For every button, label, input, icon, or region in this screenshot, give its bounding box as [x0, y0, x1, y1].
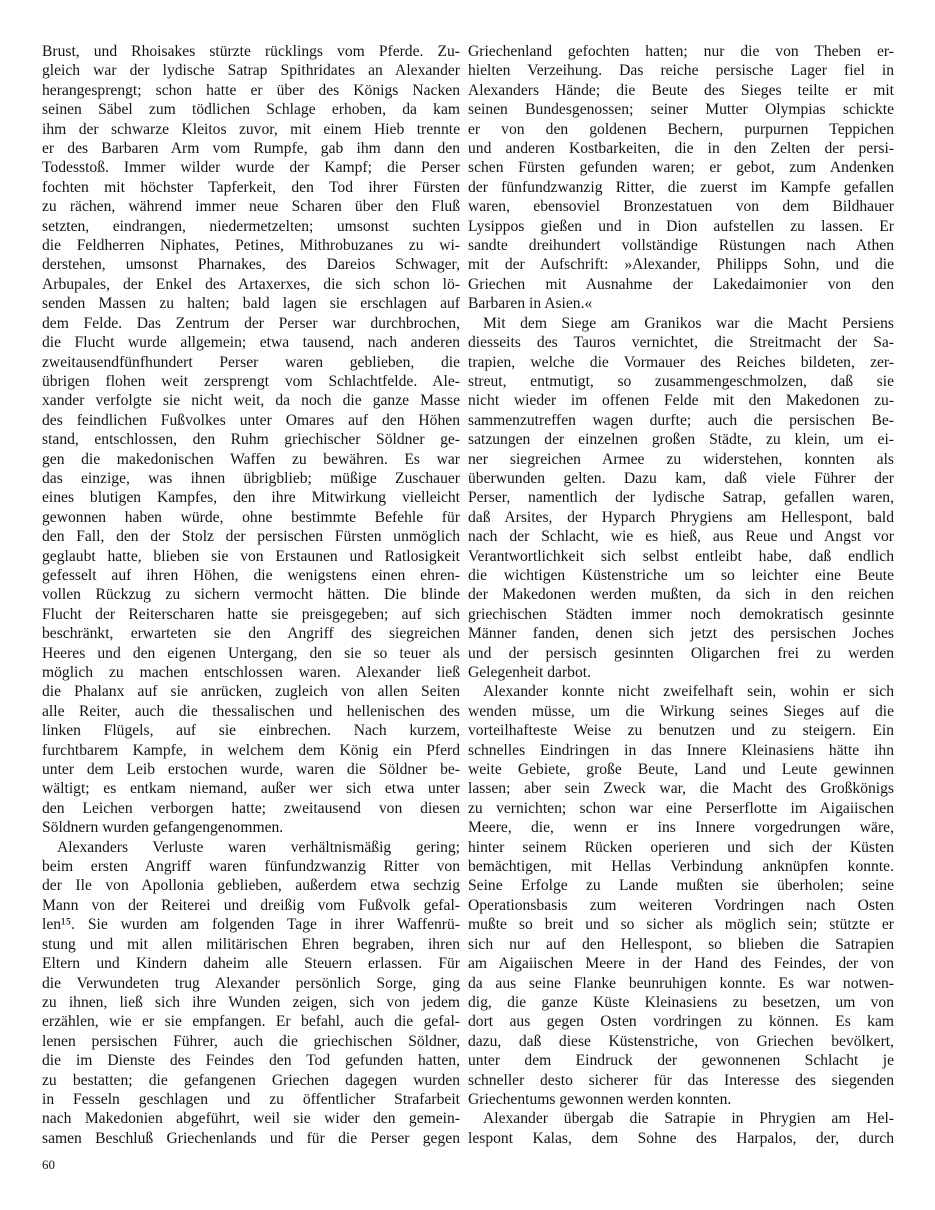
text-line: Griechen mit Ausnahme der Lakedaimonier von den	[468, 275, 894, 293]
text-line: nach der Schlacht, wie es hieß, aus Reue und Angst vor	[468, 528, 894, 546]
text-line: mit der Aufschrift: »Alexander, Philipps Sohn, und die	[468, 256, 894, 274]
text-line: Griechenland gefochten hatten; nur die von Theben er-	[468, 43, 894, 60]
left-column	[42, 42, 460, 1148]
text-line: waren, ebensoviel Bronzestatuen von dem Bildhauer	[468, 198, 894, 216]
text-line: geglaubt hatte, blieben sie von Erstaunen und Ratlosigkeit	[42, 547, 460, 565]
text-line: bemächtigen, mit Hellas Verbindung anknüpfen konnte.	[468, 858, 894, 876]
text-line: der Makedonen werden mußten, da sich in den reichen	[468, 586, 894, 604]
text-line: len¹⁵. Sie wurden am folgenden Tage in ihrer Waffenrü-	[42, 916, 460, 934]
text-line: fochten mit höchster Tapferkeit, den Tod ihrer Fürsten	[42, 178, 460, 196]
text-line: da aus seine Flanke beunruhigen konnte. Es war notwen-	[468, 974, 894, 992]
text-line: Griechentums gewonnen werden konnten.	[468, 1090, 732, 1108]
text-line: beim ersten Angriff waren fünfundzwanzig Ritter von	[42, 858, 460, 876]
text-line: Alexander übergab die Satrapie in Phrygien am Hel-	[483, 1110, 894, 1128]
text-line: wältigt; es entkam niemand, außer wer sich etwa unter	[42, 780, 460, 798]
text-line: herangesprengt; schon hatte er über des Königs Nacken	[42, 81, 460, 99]
text-line: schnelles Eindringen in das Innere Kleinasiens hätte ihn	[468, 741, 894, 759]
text-line: Mit dem Siege am Granikos war die Macht Persiens	[483, 314, 894, 332]
text-line: Lysippos gießen und in Dion aufstellen zu lassen. Er	[468, 217, 894, 235]
page-number: 60	[42, 1157, 55, 1173]
text-line: das einzige, was ihnen übrigblieb; müßige Zuschauer	[42, 469, 460, 487]
text-line: unter dem Eindruck der gewonnenen Schlacht je	[468, 1052, 894, 1070]
text-line: und anderen Kostbarkeiten, die in den Zelten der persi-	[468, 140, 894, 158]
text-line: lenen persischen Führer, auch die griechischen Söldner,	[42, 1032, 460, 1050]
text-line: trapien, welche die Vormauer des Reiches bildeten, zer-	[468, 353, 894, 371]
text-line: unter dem Leib erstochen wurde, waren die Söldner be-	[42, 761, 460, 779]
text-line: dort aus gegen Osten vordringen zu können. Es kam	[468, 1013, 894, 1031]
text-line: griechischen Städten immer noch demokratisch gesinnte	[468, 605, 894, 623]
text-line: weite Gebiete, große Beute, Land und Leute gewinnen	[468, 761, 894, 779]
text-line: sandte dreihundert vollständige Rüstungen nach Athen	[468, 237, 894, 255]
text-line: zu vernichten; schon war eine Perserflotte im Aigaiischen	[468, 799, 894, 817]
text-line: er des Barbaren Arm vom Rumpfe, gab ihm dann den	[42, 140, 460, 158]
text-line: setzten, eindrangen, niedermetzelten; umsonst suchten	[42, 217, 460, 235]
text-line: mußte so breit und so sicher als möglich sein; stützte er	[468, 916, 894, 934]
text-line: gewonnen haben würde, ohne bestimmte Befehle für	[42, 508, 460, 526]
text-line: Operationsbasis zum weiteren Vordringen nach Osten	[468, 896, 894, 914]
text-line: zu rächen, während immer neue Scharen über den Fluß	[42, 198, 460, 216]
text-line: gefesselt auf ihren Höhen, die wenigstens einen ehren-	[42, 566, 460, 584]
text-line: der Ile von Apollonia geblieben, außerdem etwa sechzig	[42, 877, 460, 895]
text-line: der fünfundzwanzig Ritter, die zuerst im Kampfe gefallen	[468, 178, 894, 196]
text-line: seinen Bundesgenossen; seiner Mutter Olympias schickte	[468, 101, 894, 119]
text-columns	[42, 42, 894, 1148]
text-line: vorteilhafteste Weise zu benutzen und zu steigern. Ein	[468, 722, 894, 740]
text-line: daß Arsites, der Hyparch Phrygiens am Hellespont, bald	[468, 508, 894, 526]
text-line: sich nur auf den Hellespont, so blieben die Satrapien	[468, 935, 894, 953]
text-line: Barbaren in Asien.«	[468, 295, 593, 313]
text-line: Perser, namentlich der lydische Satrap, gefallen waren,	[468, 489, 894, 507]
text-line: er von den goldenen Bechern, purpurnen Teppichen	[468, 120, 894, 138]
text-line: den Leichen verborgen hatte; zweitausend von diesen	[42, 799, 460, 817]
text-line: erzählen, wie er sie empfangen. Er befahl, auch die gefal-	[42, 1013, 460, 1031]
text-line: die wichtigen Küstenstriche um so leichter eine Beute	[468, 566, 894, 584]
text-line: alle Reiter, auch die thessalischen und hellenischen des	[42, 702, 460, 720]
text-line: Todesstoß. Immer wilder wurde der Kampf; die Perser	[42, 159, 460, 177]
text-line: streut, entmutigt, so zusammengeschmolzen, daß sie	[468, 372, 894, 390]
text-line: Mann von der Reiterei und dreißig vom Fußvolk gefal-	[42, 896, 460, 914]
text-line: lassen; aber sein Zweck war, die Macht des Großkönigs	[468, 780, 894, 798]
text-line: Verantwortlichkeit sich selbst entleibt habe, daß endlich	[468, 547, 894, 565]
text-line: Männer fanden, denen sich jetzt des persischen Joches	[468, 625, 894, 643]
text-line: linken Flügels, auf sie einbrechen. Nach kurzem,	[42, 722, 460, 740]
text-line: lespont Kalas, dem Sohne des Harpalos, der, durch	[468, 1129, 894, 1147]
right-column	[468, 42, 894, 1148]
text-line: samen Beschluß Griechenlands und für die Perser gegen	[42, 1129, 460, 1147]
text-line: hielten Verzeihung. Das reiche persische Lager fiel in	[468, 62, 894, 80]
text-line: die Feldherren Niphates, Petines, Mithrobuzanes zu wi-	[42, 237, 460, 255]
text-line: möglich zu machen entschlossen waren. Alexander ließ	[42, 664, 460, 681]
text-line: in Fesseln geschlagen und zu öffentlicher Strafarbeit	[42, 1090, 460, 1108]
text-line: Flucht der Reiterscharen hatte sie preisgegeben; auf sich	[42, 605, 460, 623]
text-line: Meere, die, wenn er ins Innere vorgedrungen wäre,	[468, 819, 894, 837]
text-line: eines blutigen Kampfes, den ihre Mitwirkung vielleicht	[42, 489, 460, 507]
text-line: nach Makedonien abgeführt, weil sie wider den gemein-	[42, 1110, 460, 1128]
text-line: hinter seinem Rücken operieren und sich der Küsten	[468, 838, 894, 856]
text-line: am Aigaiischen Meere in der Hand des Feindes, der von	[468, 955, 894, 973]
text-line: Söldnern wurden gefangengenommen.	[42, 819, 284, 837]
text-line: Alexander konnte nicht zweifelhaft sein, wohin er sich	[483, 683, 894, 701]
text-line: gleich war der lydische Satrap Spithridates an Alexander	[42, 62, 460, 80]
text-line: Alexanders Hände; die Beute des Sieges teilte er mit	[468, 81, 894, 99]
text-line: zu bestatten; die gefangenen Griechen dagegen wurden	[42, 1071, 460, 1089]
text-line: zu ihnen, ließ sich ihre Wunden zeigen, sich von jedem	[42, 993, 460, 1011]
text-line: beschränkt, erwarteten sie den Angriff des siegreichen	[42, 625, 460, 643]
text-line: diesseits des Tauros vernichtet, die Streitmacht der Sa-	[468, 334, 894, 352]
text-line: xander verfolgte sie nicht weit, da noch die ganze Masse	[42, 392, 460, 410]
text-line: die Phalanx auf sie anrücken, zugleich von allen Seiten	[42, 683, 460, 701]
text-line: stand, entschlossen, den Ruhm griechischer Söldner ge-	[42, 431, 460, 449]
text-line: den Fall, den der Stolz der persischen Fürsten unmöglich	[42, 528, 460, 546]
text-line: dazu, daß diese Küstenstriche, von Griechen bevölkert,	[468, 1032, 894, 1050]
text-line: übrigen flohen weit zersprengt vom Schlachtfelde. Ale-	[42, 372, 460, 390]
text-line: zweitausendfünfhundert Perser waren geblieben, die	[42, 353, 460, 371]
text-line: Alexanders Verluste waren verhältnismäßig gering;	[57, 838, 460, 856]
text-line: senden Massen zu halten; bald lagen sie erschlagen auf	[42, 295, 460, 313]
text-line: Arbupales, der Enkel des Artaxerxes, die sich schon lö-	[42, 275, 460, 293]
text-line: schneller desto sicherer für das Interesse des siegenden	[468, 1071, 894, 1089]
text-line: vollen Rückzug zu sichern vermocht hätten. Die blinde	[42, 586, 460, 604]
text-line: Heeres und den eigenen Untergang, den sie so teuer als	[42, 644, 460, 662]
text-line: Eltern und Kindern daheim alle Steuern erlassen. Für	[42, 955, 460, 973]
text-line: schen Fürsten gefunden waren; er gebot, zum Andenken	[468, 159, 894, 177]
text-line: sammenzutreffen wagen durfte; auch die persischen Be-	[468, 411, 894, 429]
text-line: dig, die ganze Küste Kleinasiens zu besetzen, um von	[468, 993, 894, 1011]
text-line: Brust, und Rhoisakes stürzte rücklings vom Pferde. Zu-	[42, 43, 460, 60]
text-line: ihm der schwarze Kleitos zuvor, mit einem Hieb trennte	[42, 120, 460, 138]
text-line: seinen Säbel zum tödlichen Schlage erhoben, da kam	[42, 101, 460, 119]
text-line: überwunden gelten. Dazu kam, daß viele Führer der	[468, 469, 894, 487]
text-line: Gelegenheit darbot.	[468, 664, 591, 681]
text-line: die Verwundeten trug Alexander persönlich Sorge, ging	[42, 974, 460, 992]
text-line: nicht wieder im offenen Felde mit den Makedonen zu-	[468, 392, 894, 410]
text-line: die im Dienste des Feindes den Tod gefunden hatten,	[42, 1052, 460, 1070]
text-line: wenden müsse, um die Wirkung seines Sieges auf die	[468, 702, 894, 720]
text-line: dem Felde. Das Zentrum der Perser war durchbrochen,	[42, 314, 460, 332]
text-line: Seine Erfolge zu Lande mußten sie überholen; seine	[468, 877, 894, 895]
text-line: gen die makedonischen Waffen zu bewähren. Es war	[42, 450, 460, 468]
text-line: stung und mit allen militärischen Ehren begraben, ihren	[42, 935, 460, 953]
text-line: derstehen, umsonst Pharnakes, des Dareios Schwager,	[42, 256, 460, 274]
text-line: satzungen der einzelnen großen Städte, zu klein, um ei-	[468, 431, 894, 449]
text-line: die Flucht wurde allgemein; etwa tausend, nach anderen	[42, 334, 460, 352]
text-line: ner siegreichen Armee zu widerstehen, konnten als	[468, 450, 894, 468]
text-line: furchtbarem Kampfe, in welchem dem König ein Pferd	[42, 741, 460, 759]
text-line: des feindlichen Fußvolkes unter Omares auf den Höhen	[42, 411, 460, 429]
text-line: und der persisch gesinnten Oligarchen frei zu werden	[468, 644, 894, 662]
